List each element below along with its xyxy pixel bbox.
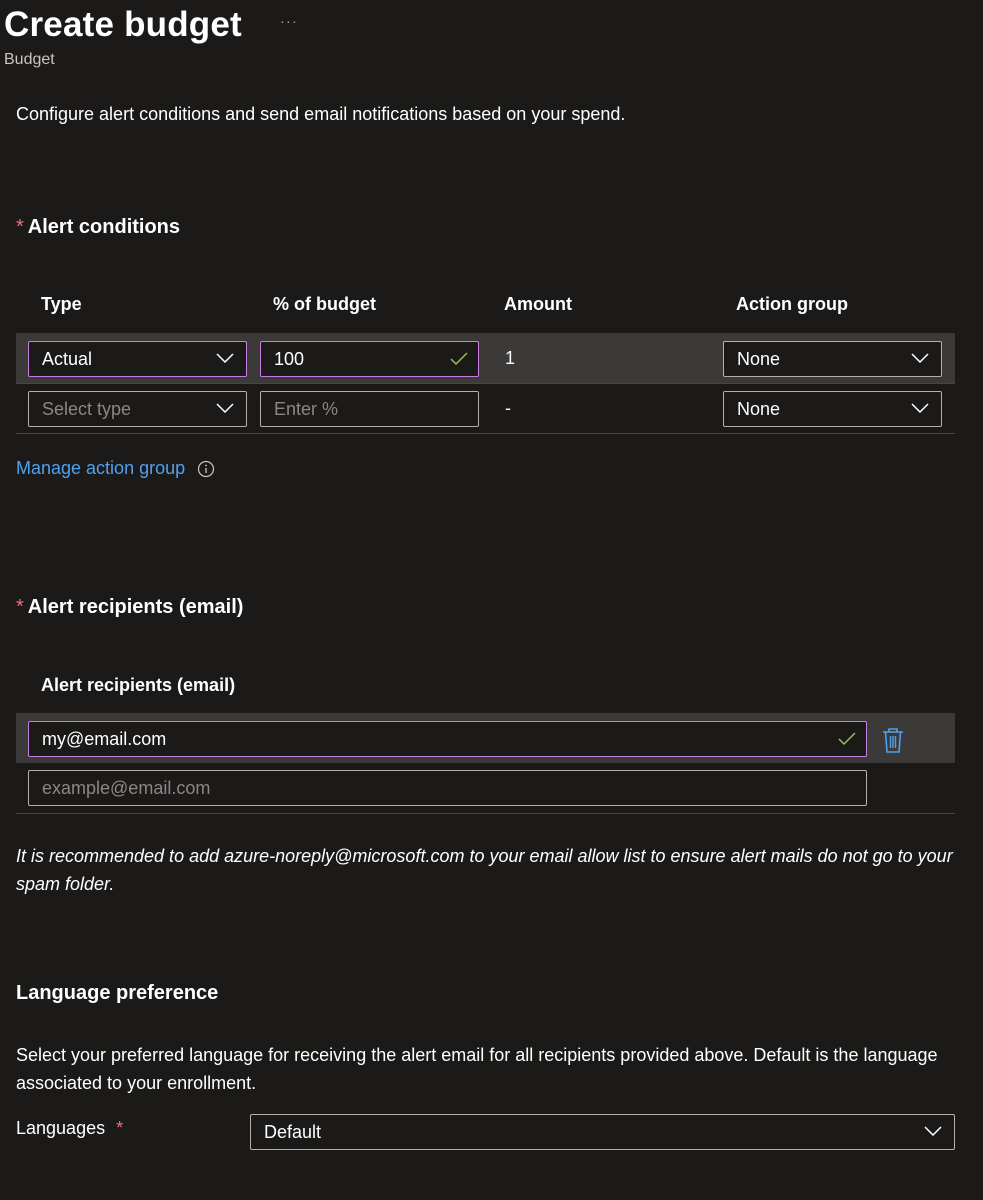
languages-label xyxy=(16,1118,127,1139)
chevron-down-icon xyxy=(911,403,929,413)
language-description: Select your preferred language for receiving the alert email for all recipients provided above. Default is the language associated to your enrollment. xyxy=(16,1045,938,1093)
email-field-value: my@email.com xyxy=(42,728,167,749)
column-header-percent: % of budget xyxy=(273,294,376,314)
percent-input-value: 100 xyxy=(274,348,305,369)
new-email-placeholder: example@email.com xyxy=(42,777,211,798)
page-subtitle: Budget xyxy=(4,51,55,68)
column-header-recipients: Alert recipients (email) xyxy=(41,675,236,695)
row-divider xyxy=(16,433,955,434)
alert-conditions-heading xyxy=(16,216,180,239)
chevron-down-icon xyxy=(911,353,929,363)
percent-input-placeholder: Enter % xyxy=(274,398,339,419)
delete-recipient-icon[interactable] xyxy=(882,727,904,753)
language-select-value: Default xyxy=(264,1121,322,1142)
type-select-empty[interactable] xyxy=(28,391,247,427)
action-group-select-value: None xyxy=(737,348,781,369)
row-divider xyxy=(16,383,955,384)
type-select-placeholder: Select type xyxy=(42,398,132,419)
manage-action-group-link[interactable]: Manage action group xyxy=(16,458,186,478)
checkmark-icon xyxy=(450,352,468,366)
header xyxy=(4,2,298,48)
action-group-select-value: None xyxy=(737,398,781,419)
action-group-select[interactable] xyxy=(723,341,942,377)
alert-conditions-title: Alert conditions xyxy=(27,216,181,238)
required-marker: * xyxy=(116,1118,124,1138)
row-divider xyxy=(16,813,955,814)
type-select[interactable] xyxy=(28,341,247,377)
alert-recipients-heading xyxy=(16,596,243,619)
required-marker: * xyxy=(16,596,24,618)
chevron-down-icon xyxy=(216,403,234,413)
language-preference-heading: Language preference xyxy=(16,982,219,1004)
language-select[interactable] xyxy=(250,1114,955,1150)
action-group-select-empty[interactable] xyxy=(723,391,942,427)
intro-text: Configure alert conditions and send email notifications based on your spend. xyxy=(16,104,626,124)
new-email-field[interactable] xyxy=(28,770,867,806)
alert-recipients-title: Alert recipients (email) xyxy=(27,596,244,618)
percent-input[interactable] xyxy=(260,341,479,377)
email-field[interactable] xyxy=(28,721,867,757)
amount-value-empty: - xyxy=(505,398,511,418)
column-header-action-group: Action group xyxy=(736,294,848,314)
page-title: Create budget xyxy=(4,5,242,44)
percent-input-empty[interactable] xyxy=(260,391,479,427)
chevron-down-icon xyxy=(216,353,234,363)
column-header-amount: Amount xyxy=(504,294,572,314)
languages-label-text: Languages xyxy=(16,1118,106,1138)
type-select-value: Actual xyxy=(42,348,93,369)
info-icon[interactable] xyxy=(197,460,215,478)
required-marker: * xyxy=(16,216,24,238)
checkmark-icon xyxy=(838,732,856,746)
column-header-type: Type xyxy=(41,294,82,314)
amount-value: 1 xyxy=(505,348,516,368)
more-options-button[interactable]: ··· xyxy=(279,12,298,30)
chevron-down-icon xyxy=(924,1126,942,1136)
allow-list-note: It is recommended to add azure-noreply@microsoft.com to your email allow list to ensure alert mails do not go to your spam folder. xyxy=(16,846,953,894)
manage-action-group xyxy=(16,458,215,479)
